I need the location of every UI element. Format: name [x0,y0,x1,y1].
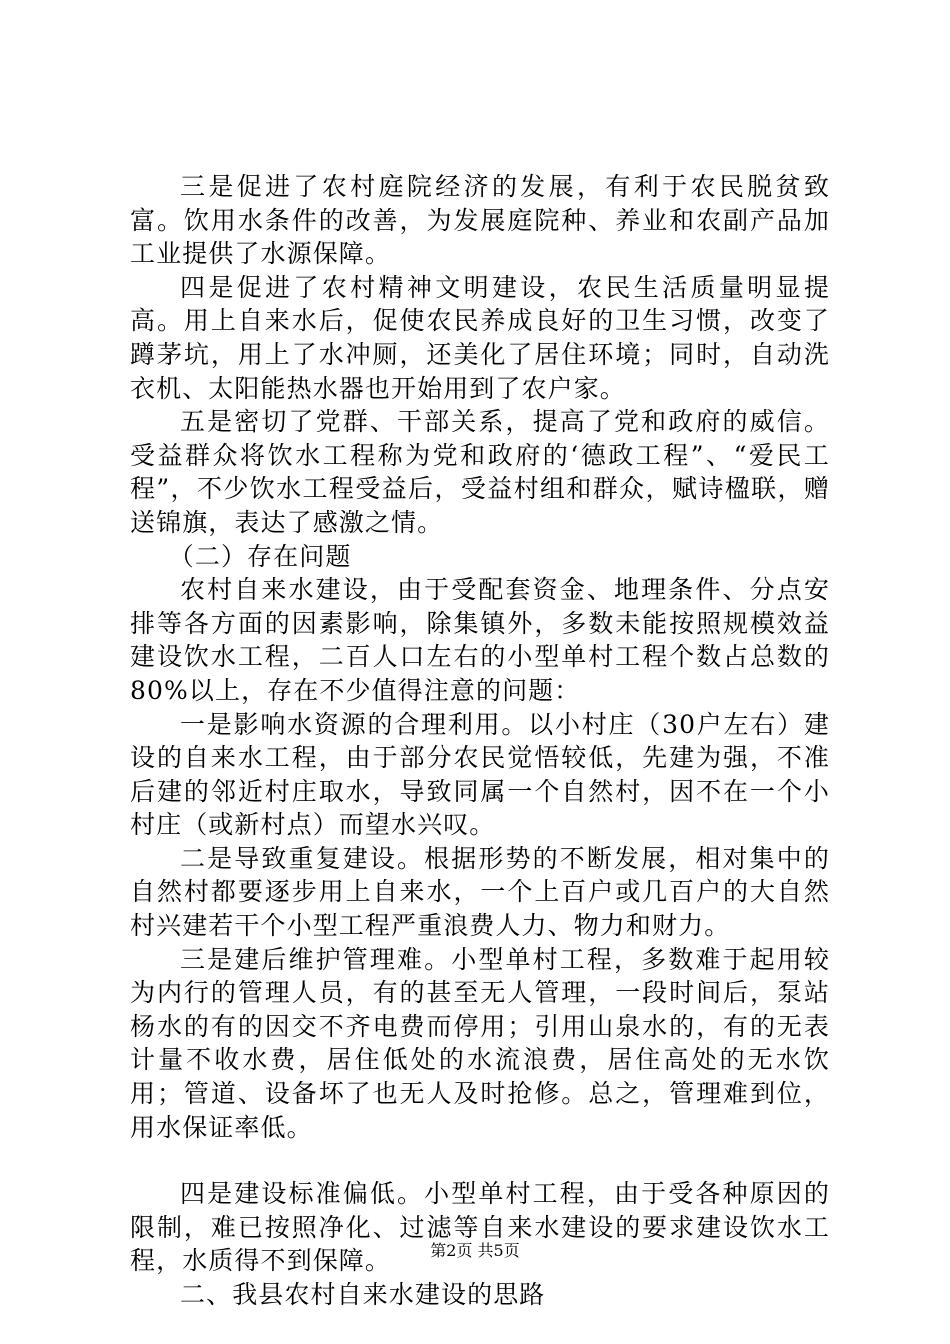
paragraph-benefit-three: 三是促进了农村庭院经济的发展，有利于农民脱贫致富。饮用水条件的改善，为发展庭院种、养业和农副产品加工业提供了水源保障。 [130,172,830,269]
paragraph-problems-intro: 农村自来水建设，由于受配套资金、地理条件、分点安排等各方面的因素影响，除集镇外，多数未能按照规模效益建设饮水工程，二百人口左右的小型单村工程个数占总数的80%以上，存在不少值得注意的问题： [130,575,830,705]
page-number-footer: 第2页 共5页 [430,1241,520,1260]
document-body [130,170,830,1312]
paragraph-problem-two: 二是导致重复建设。根据形势的不断发展，相对集中的自然村都要逐步用上自来水，一个上百户或几百户的大自然村兴建若干个小型工程严重浪费人力、物力和财力。 [130,843,830,941]
paragraph-benefit-five: 五是密切了党群、干部关系，提高了党和政府的威信。受益群众将饮水工程称为党和政府的‘德政工程”、“爱民工程”，不少饮水工程受益后，受益村组和群众，赋诗楹联，赠送锦旗，表达了感激之情。 [130,407,830,537]
section-heading-problems: （二）存在问题 [168,541,352,571]
paragraph-benefit-four: 四是促进了农村精神文明建设，农民生活质量明显提高。用上自来水后，促使农民养成良好的卫生习惯，改变了蹲茅坑，用上了水冲厕，还美化了居住环境；同时，自动洗衣机、太阳能热水器也开始用到了农户家。 [130,272,830,403]
paragraph-spacer [130,1144,830,1177]
paragraph-problem-one: 一是影响水资源的合理利用。以小村庄（30户左右）建设的自来水工程，由于部分农民觉悟较低，先建为强，不准后建的邻近村庄取水，导致同属一个自然村，因不在一个小村庄（或新村点）而望水兴叹。 [130,709,830,840]
section-heading-approach: 二、我县农村自来水建设的思路 [180,1280,546,1309]
paragraph-problem-three: 三是建后维护管理难。小型单村工程，多数难于起用较为内行的管理人员，有的甚至无人管理，一段时间后，泵站杨水的有的因交不齐电费而停用；引用山泉水的，有的无表计量不收水费，居住低处的水流浪费，居住高处的无水饮用；管道、设备坏了也无人及时抢修。总之，管理难到位，用水保证率低。 [130,944,830,1142]
paragraph-problem-four: 四是建设标准偏低。小型单村工程，由于受各种原因的限制，难已按照净化、过滤等自来水建设的要求建设饮水工程，水质得不到保障。 [130,1179,830,1276]
